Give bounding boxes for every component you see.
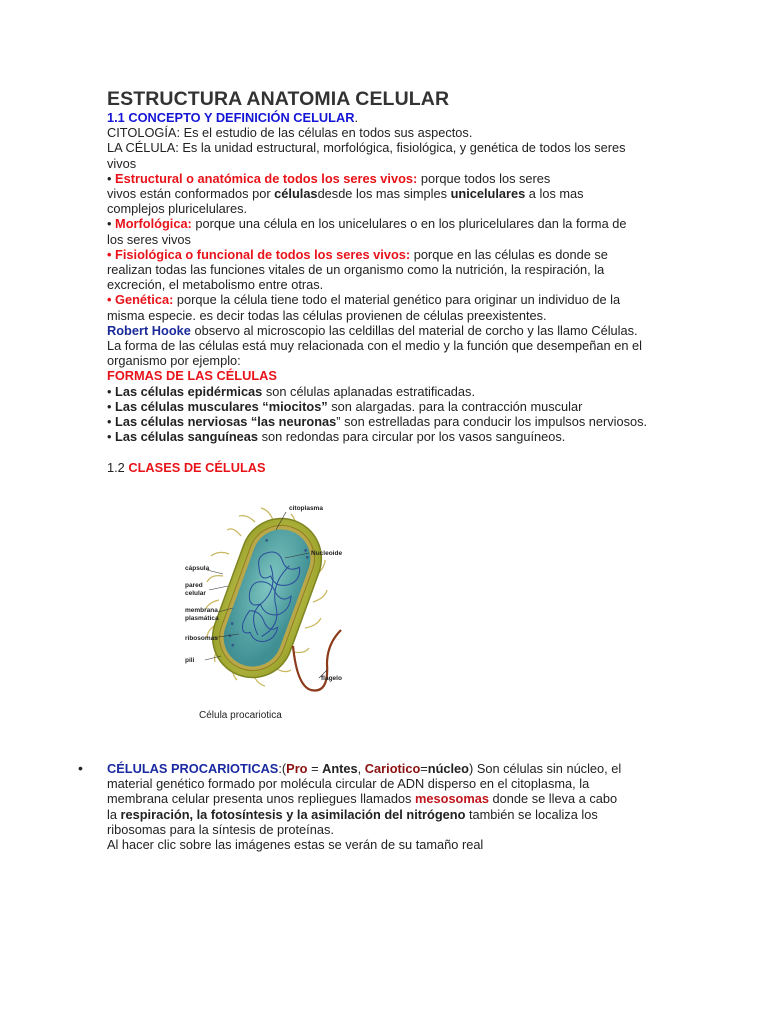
label-membrana-1: membrana [185,607,218,614]
text-run: Son células sin núcleo, el [473,761,622,776]
citologia-definition: CITOLOGÍA: Es el estudio de las células en todos sus aspectos. [107,125,473,141]
forma-paragraph-line-1: La forma de las células está muy relacionada con el medio y la función que desempeñan en el [107,338,642,354]
celula-definition-line-1: LA CÉLULA: Es la unidad estructural, morfológica, fisiológica, y genética de todos los seres [107,140,626,156]
robert-hooke-text: observo al microscopio las celdillas del material de corcho y las llamo Células. [190,322,638,338]
bullet: • [78,760,83,776]
text-run: también se localiza los [465,806,598,822]
procariotica-text [78,761,648,852]
label-citoplasma: citoplasma [289,505,323,512]
label-pared-1: pared [185,582,203,589]
cell-body [201,507,332,688]
label-pared-2: celular [185,590,206,597]
robert-hooke-paragraph [107,323,667,338]
fisiologica-item-line-2: realizan todas las funciones vitales de un organismo como la nutrición, la respiración, la [107,262,605,278]
term-nucleo: núcleo [427,761,469,776]
morfologica-item [107,216,667,231]
genetica-item-line-2: misma especie. es decir todas las células provienen de células preexistentes. [107,307,547,323]
section-heading-text: CLASES DE CÉLULAS [128,460,266,476]
procariotica-line-3 [107,791,648,806]
procariotica-line-5: ribosomas para la síntesis de proteínas. [107,821,334,837]
genetica-label: • Genética: [107,292,174,308]
heading-period: . [354,110,359,125]
procariotica-line-1 [107,761,648,776]
text-run: donde se lleva a cabo [489,791,618,807]
morfologica-label: Morfológica: [115,216,192,232]
figure-caption: Célula procariotica [199,710,282,721]
bold-term: unicelulares [450,186,526,202]
label-membrana-2: plasmática [185,615,219,622]
label-flagelo: flagelo [321,675,342,682]
forma-text: son células aplanadas estratificadas. [262,383,475,399]
forma-label: Las células nerviosas “las neuronas [115,414,337,430]
fisiologica-item-line-3: excreción, el metabolismo entre otras. [107,277,324,293]
term-pro: Pro [286,761,308,776]
estructural-text: porque todos los seres [417,170,551,186]
genetica-item [107,292,667,307]
text-run: desde los mas simples [317,186,451,202]
fisiologica-item [107,247,667,262]
text-run: la [107,806,121,822]
document-title: ESTRUCTURA ANATOMIA CELULAR [107,88,450,110]
genetica-text: porque la célula tiene todo el material genético para originar un individuo de la [173,292,621,308]
term-cariotico: Cariotico [364,761,421,776]
text-run: a los mas [525,186,584,202]
text-run: membrana celular presenta unos repliegues llamados [107,791,416,807]
estructural-item-line-2 [107,186,667,201]
text-run: vivos están conformados por [107,186,275,202]
procariotica-line-2: material genético formado por molécula circular de ADN disperso en el citoplasma, la [107,776,590,792]
morfologica-item-line-2: los seres vivos [107,231,191,247]
section-heading-text: 1.1 CONCEPTO Y DEFINICIÓN CELULAR [107,110,355,125]
estructural-item-line-3: complejos pluricelulares. [107,201,248,217]
label-capsula: cápsula [185,565,210,572]
prokaryotic-cell-figure[interactable] [181,496,371,721]
bullet: • [107,414,116,430]
fisiologica-text: porque en las células es donde se [410,246,608,262]
robert-hooke-name: Robert Hooke [107,322,191,338]
text-run: , [357,761,365,776]
estructural-item [107,171,667,186]
estructural-label: Estructural o anatómica de todos los seres vivos: [115,170,418,186]
procariotica-title: CÉLULAS PROCARIOTICAS [107,761,279,776]
morfologica-text: porque una célula en los unicelulares o en los pluricelulares dan la forma de [191,216,627,232]
text-run: :( [278,761,287,776]
forma-item-nerviosas [107,414,667,429]
forma-item-epidermicas [107,384,667,399]
bullet: • [107,170,116,186]
bold-term: células [274,186,318,202]
label-nucleoide: Nucleoide [311,550,343,557]
bullet: • [107,398,116,414]
procariotica-line-6: Al hacer clic sobre las imágenes estas se verán de su tamaño real [107,837,484,853]
text-run: = [420,761,428,776]
label-pili: pili [185,657,195,664]
section-1-1-heading [107,110,667,125]
bold-term: respiración, la fotosíntesis y la asimilación del nitrógeno [120,806,466,822]
forma-item-sanguineas [107,429,667,444]
document-body [107,88,667,476]
forma-quote: ” [336,414,341,430]
forma-text: son estrelladas para conducir los impulsos nerviosos. [340,414,648,430]
procariotica-bullet [78,761,648,852]
forma-item-musculares [107,399,667,414]
forma-paragraph-line-2: organismo por ejemplo: [107,353,241,369]
celula-definition-line-2: vivos [107,155,137,171]
bullet: • [107,216,116,232]
bullet: • [107,383,116,399]
text-run: = [307,761,323,776]
term-antes: Antes [322,761,358,776]
forma-text: son alargadas. para la contracción muscular [327,398,583,414]
term-mesosomas: mesosomas [415,791,489,807]
bullet: • [107,429,116,445]
label-ribosomas: ribosomas [185,635,218,642]
forma-label: Las células sanguíneas [115,429,259,445]
prokaryotic-cell-illustration[interactable] [181,496,371,721]
text-run: ) [469,761,474,776]
forma-label: Las células epidérmicas [115,383,263,399]
forma-label: Las células musculares “miocitos” [115,398,328,414]
formas-heading: FORMAS DE LAS CÉLULAS [107,368,277,384]
section-number: 1.2 [107,460,129,476]
fisiologica-label: • Fisiológica o funcional de todos los seres vivos: [107,246,411,262]
section-1-2-heading [107,460,667,475]
procariotica-line-4 [107,807,648,822]
forma-text: son redondas para circular por los vasos sanguíneos. [258,429,566,445]
